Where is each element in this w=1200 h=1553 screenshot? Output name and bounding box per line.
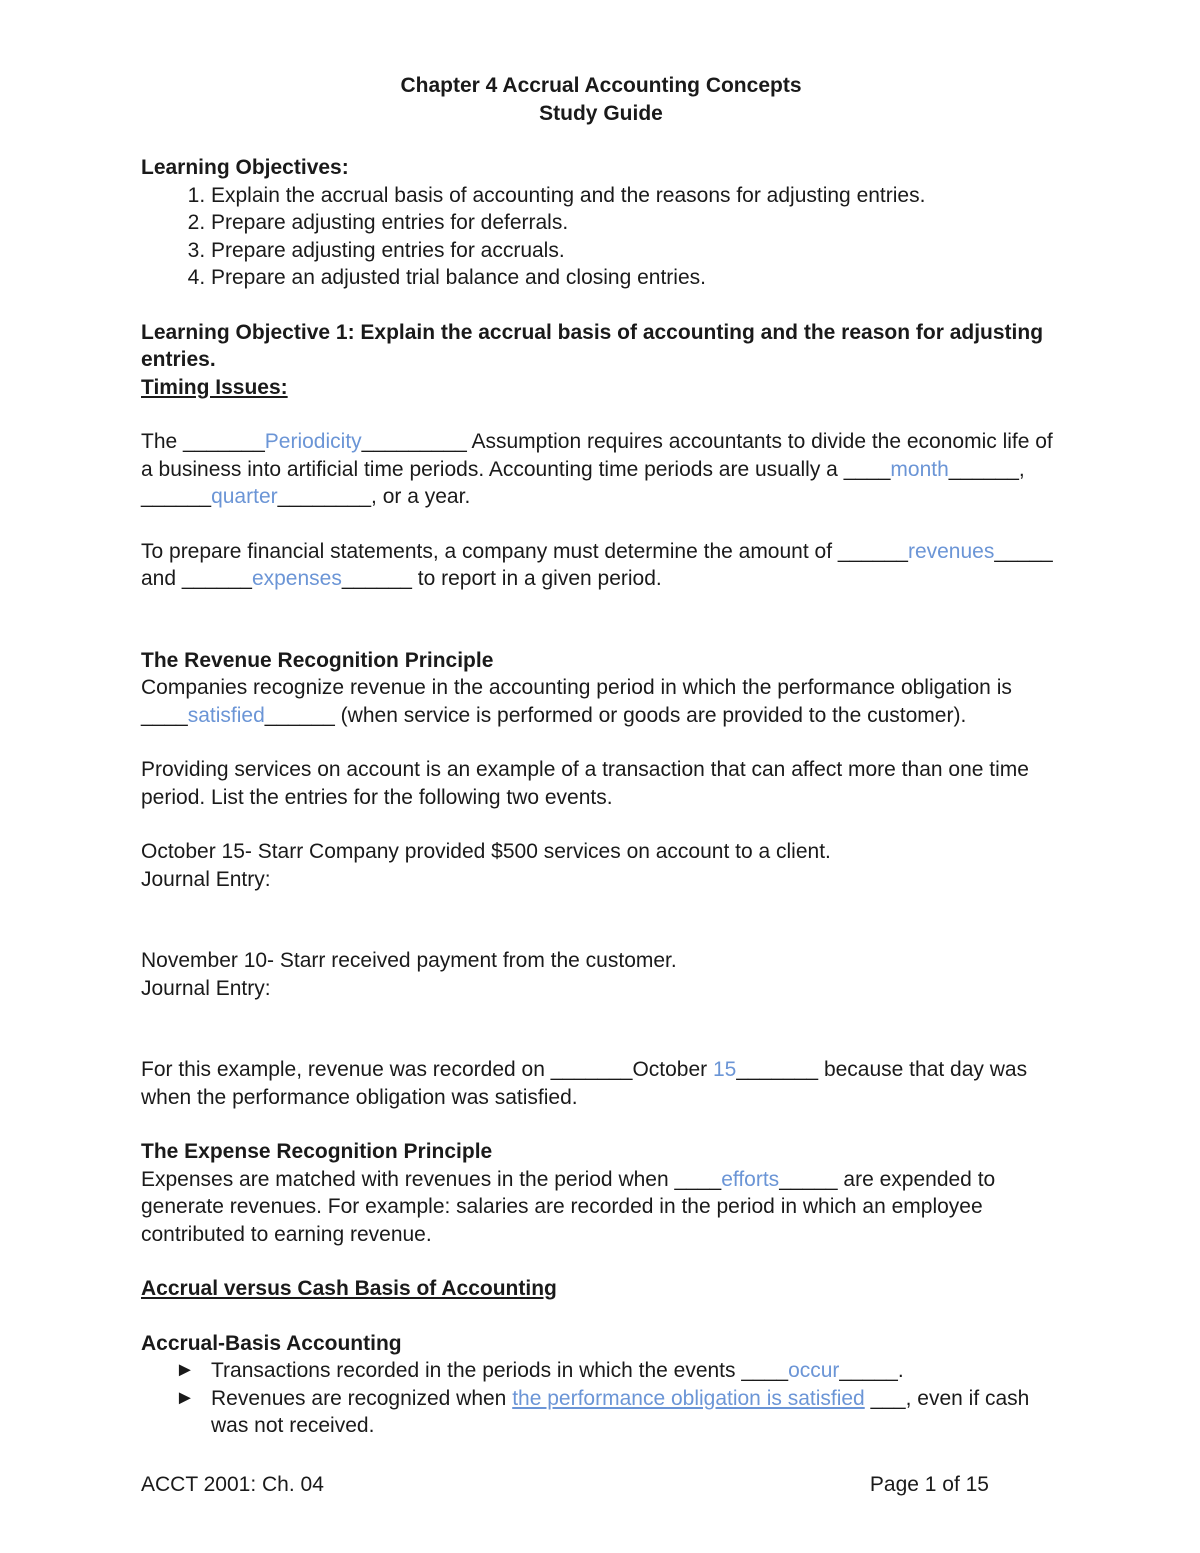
prepare-paragraph xyxy=(141,538,1061,593)
list-item xyxy=(141,1385,1061,1440)
text-segment: _________ Assumption requires accountants to divide the economic life of a business into artificial time periods. Accounting time periods are usually a ____ xyxy=(141,430,1053,481)
expense-principle-paragraph xyxy=(141,1166,1061,1249)
answer-month: month xyxy=(890,457,949,481)
text-segment: ______ to report in a given period. xyxy=(341,567,662,590)
accrual-vs-cash-heading: Accrual versus Cash Basis of Accounting xyxy=(141,1277,557,1300)
text-segment: ______, ______ xyxy=(141,457,1025,508)
answer-expenses: expenses xyxy=(251,567,342,590)
text-segment: _____ and ______ xyxy=(141,539,1053,590)
accrual-basis-list xyxy=(141,1357,1061,1440)
revenue-principle-paragraph xyxy=(141,674,1061,729)
periodicity-paragraph xyxy=(141,428,1061,511)
lo1-heading: Learning Objective 1: Explain the accrual basis of accounting and the reason for adjusting entries. xyxy=(141,320,1044,371)
answer-15: 15 xyxy=(713,1058,737,1081)
journal-entry-label: Journal Entry: xyxy=(141,976,271,1000)
text-segment: ___, even if cash was not received. xyxy=(211,1386,1030,1437)
providing-paragraph: Providing services on account is an example of a transaction that can affect more than one time period. List the entries for the following two events. xyxy=(141,758,1029,809)
text-segment: _____. xyxy=(839,1359,904,1382)
text-segment: To prepare financial statements, a company must determine the amount of ______ xyxy=(141,539,908,563)
objectives-list xyxy=(141,182,1061,292)
answer-performance-obligation-link[interactable]: the performance obligation is satisfied xyxy=(512,1386,865,1410)
answer-periodicity: Periodicity xyxy=(264,430,362,453)
answer-occur: occur xyxy=(788,1359,840,1382)
example-paragraph xyxy=(141,1056,1061,1111)
text-segment: Transactions recorded in the periods in which the events ____ xyxy=(211,1359,789,1382)
document-page xyxy=(141,72,1061,1440)
arrow-bullet-icon: ► xyxy=(175,1386,195,1409)
text-segment: Revenues are recognized when xyxy=(211,1386,513,1410)
text-segment: For this example, revenue was recorded on _______October xyxy=(141,1058,713,1081)
accrual-basis-heading: Accrual-Basis Accounting xyxy=(141,1331,402,1355)
answer-efforts: efforts xyxy=(721,1167,780,1191)
objectives-heading: Learning Objectives: xyxy=(141,156,349,179)
document-subtitle: Study Guide xyxy=(539,101,663,125)
list-item xyxy=(141,1357,1061,1385)
objective-item: 1. Explain the accrual basis of accounting and the reasons for adjusting entries. xyxy=(211,182,1061,210)
text-segment: Expenses are matched with revenues in the period when ____ xyxy=(141,1167,722,1191)
objective-item: 2. Prepare adjusting entries for deferrals. xyxy=(211,209,1061,237)
text-segment: ________, or a year. xyxy=(277,485,471,508)
footer-course: ACCT 2001: Ch. 04 xyxy=(141,1473,324,1496)
arrow-bullet-icon: ► xyxy=(175,1359,195,1381)
event-november: November 10- Starr received payment from the customer. xyxy=(141,949,677,972)
text-segment: Companies recognize revenue in the accounting period in which the performance obligation is ____ xyxy=(141,676,1012,727)
objective-item: 3. Prepare adjusting entries for accruals. xyxy=(211,237,1061,265)
journal-entry-label: Journal Entry: xyxy=(141,867,271,891)
objective-item: 4. Prepare an adjusted trial balance and closing entries. xyxy=(211,264,1061,292)
expense-principle-heading: The Expense Recognition Principle xyxy=(141,1140,493,1163)
text-segment: The _______ xyxy=(141,430,265,453)
answer-satisfied: satisfied xyxy=(187,703,265,727)
answer-quarter: quarter xyxy=(211,485,278,508)
text-segment: ______ (when service is performed or goods are provided to the customer). xyxy=(264,703,967,727)
timing-issues-heading: Timing Issues: xyxy=(141,375,288,399)
document-title: Chapter 4 Accrual Accounting Concepts xyxy=(400,74,802,97)
footer-page-number: Page 1 of 15 xyxy=(869,1473,989,1496)
answer-revenues: revenues xyxy=(907,539,995,563)
event-october: October 15- Starr Company provided $500 services on account to a client. xyxy=(141,840,831,863)
revenue-principle-heading: The Revenue Recognition Principle xyxy=(141,648,494,672)
text-segment: _______ because that day was when the performance obligation was satisfied. xyxy=(141,1058,1028,1109)
text-segment: _____ are expended to generate revenues. For example: salaries are recorded in the period in which an employee contributed to earning revenue. xyxy=(141,1167,996,1246)
